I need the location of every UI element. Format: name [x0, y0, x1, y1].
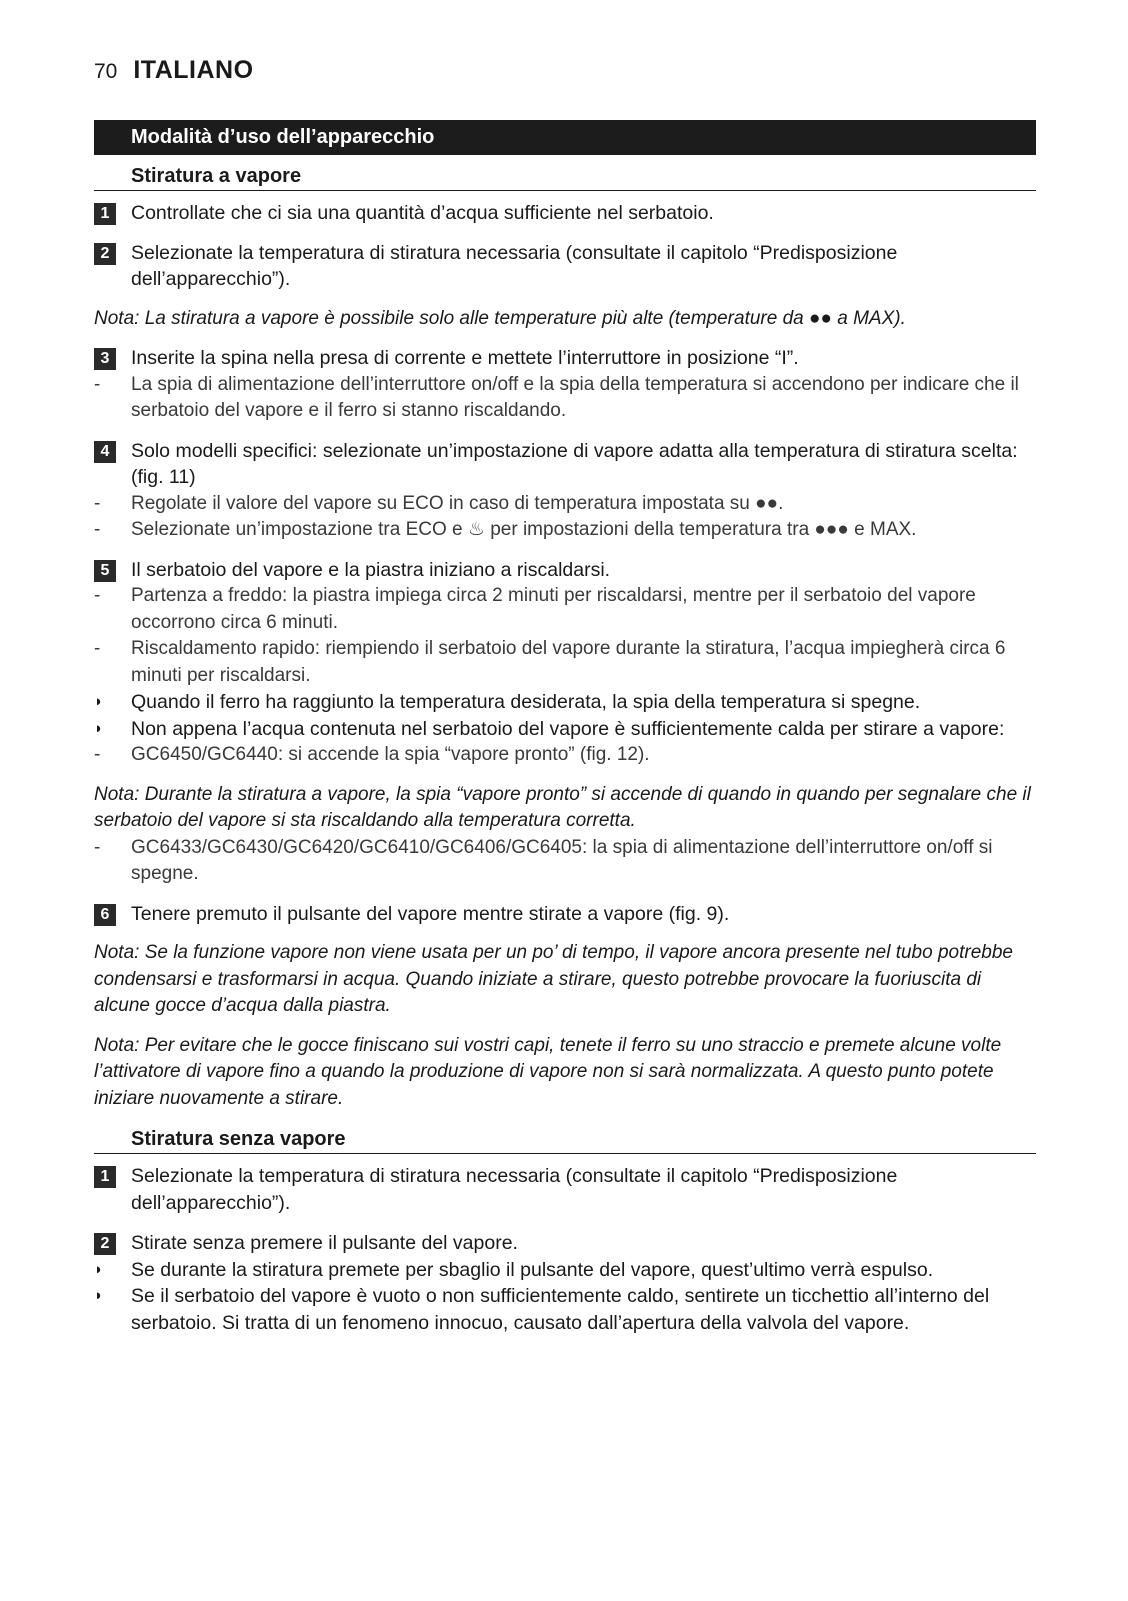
sub-item-text: Regolate il valore del vapore su ECO in caso di temperatura impostata su ●●. — [131, 492, 784, 514]
dash-marker: - — [94, 744, 101, 765]
step-text: Solo modelli specifici: selezionate un’impostazione di vapore adatta alla temperatura di stiratura scelta: (fig. 11) — [131, 439, 1018, 488]
page-number: 70 — [94, 60, 118, 83]
bullet-item — [94, 689, 1036, 716]
step-text: Controllate che ci sia una quantità d’acqua sufficiente nel serbatoio. — [131, 202, 714, 224]
note: Nota: La stiratura a vapore è possibile solo alle temperature più alte (temperature da ●● a MAX). — [94, 307, 906, 329]
sub-item-text: GC6450/GC6440: si accende la spia “vapore pronto” (fig. 12). — [131, 744, 650, 765]
language-title: ITALIANO — [133, 56, 254, 84]
step-number: 5 — [94, 560, 116, 582]
sub-item — [94, 517, 1036, 544]
bullet-marker: ◗ — [94, 1287, 104, 1304]
step-5 — [94, 557, 1036, 584]
step-text: Selezionate la temperatura di stiratura necessaria (consultate il capitolo “Predisposizione dell’apparecchio”). — [131, 241, 898, 290]
step-number: 3 — [94, 348, 116, 370]
step-number: 1 — [94, 203, 116, 225]
bullet-text: Se il serbatoio del vapore è vuoto o non sufficientemente caldo, sentirete un ticchettio all’interno del serbatoio. Si tratta di un fenomeno innocuo, causato dall’apertura della valvola del vapore. — [131, 1285, 990, 1334]
bullet-item — [94, 1257, 1036, 1284]
bullet-item — [94, 1283, 1036, 1336]
step-text: Tenere premuto il pulsante del vapore mentre stirate a vapore (fig. 9). — [131, 902, 730, 925]
sub-item-text: GC6433/GC6430/GC6420/GC6410/GC6406/GC6405: la spia di alimentazione dell’interruttore on/off si spegne. — [131, 836, 993, 884]
sub-item — [94, 372, 1036, 425]
note: Nota: Per evitare che le gocce finiscano sui vostri capi, tenete il ferro su uno straccio e premete alcune volte l’attivatore di vapore fino a quando la produzione di vapore non si sarà normalizzata. A questo punto potete iniziare nuovamente a stirare. — [94, 1034, 1002, 1109]
bullet-text: Quando il ferro ha raggiunto la temperatura desiderata, la spia della temperatura si spegne. — [131, 691, 921, 713]
step-1 — [94, 1163, 1036, 1216]
note: Nota: Durante la stiratura a vapore, la spia “vapore pronto” si accende di quando in quando per segnalare che il serbatoio del vapore si sta riscaldando alla temperatura corretta. — [94, 783, 1031, 831]
sub-item-text: La spia di alimentazione dell’interruttore on/off e la spia della temperatura si accendono per indicare che il serbatoio del vapore e il ferro si stanno riscaldando. — [131, 373, 1019, 421]
step-4 — [94, 438, 1036, 491]
step-number: 2 — [94, 1233, 116, 1255]
step-6 — [94, 901, 1036, 928]
step-number: 1 — [94, 1166, 116, 1188]
step-number: 4 — [94, 441, 116, 463]
note: Nota: Se la funzione vapore non viene usata per un po’ di tempo, il vapore ancora presente nel tubo potrebbe condensarsi e trasformarsi in acqua. Quando iniziate a stirare, questo potrebbe provocare la fuoriuscita di alcune gocce d’acqua dalla piastra. — [94, 942, 1013, 1016]
sub-item — [94, 583, 1036, 636]
sub-item — [94, 636, 1036, 689]
step-number: 6 — [94, 904, 116, 926]
step-3 — [94, 345, 1036, 372]
step-2 — [94, 240, 1036, 293]
sub-item-text: Riscaldamento rapido: riempiendo il serbatoio del vapore durante la stiratura, l’acqua impiegherà circa 6 minuti per riscaldarsi. — [131, 638, 1006, 686]
step-1 — [94, 200, 1036, 227]
sub-item — [94, 742, 1036, 769]
bullet-text: Se durante la stiratura premete per sbaglio il pulsante del vapore, quest’ultimo verrà espulso. — [131, 1258, 934, 1281]
subsection-title-steam: Stiratura a vapore — [94, 162, 1036, 191]
bullet-marker: ◗ — [94, 719, 104, 737]
step-2 — [94, 1230, 1036, 1257]
step-text: Il serbatoio del vapore e la piastra iniziano a riscaldarsi. — [131, 558, 611, 581]
sub-item-text: Selezionate un’impostazione tra ECO e ♨ per impostazioni della temperatura tra ●●● e MAX. — [131, 519, 917, 540]
subsection-title-dry: Stiratura senza vapore — [94, 1125, 1036, 1154]
dash-marker: - — [94, 638, 101, 659]
dash-marker: - — [94, 585, 101, 606]
step-text: Selezionate la temperatura di stiratura necessaria (consultate il capitolo “Predisposizione dell’apparecchio”). — [131, 1165, 898, 1214]
dash-marker: - — [94, 519, 101, 540]
dash-marker: - — [94, 373, 101, 395]
bullet-text: Non appena l’acqua contenuta nel serbatoio del vapore è sufficientemente calda per stirare a vapore: — [131, 717, 1005, 740]
page-content — [94, 120, 1036, 1336]
bullet-marker: ◗ — [94, 1260, 104, 1278]
section-title: Modalità d’uso dell’apparecchio — [94, 120, 1036, 155]
step-number: 2 — [94, 243, 116, 265]
sub-item-text: Partenza a freddo: la piastra impiega circa 2 minuti per riscaldarsi, mentre per il serbatoio del vapore occorrono circa 6 minuti. — [131, 585, 976, 633]
step-text: Stirate senza premere il pulsante del vapore. — [131, 1232, 518, 1254]
dash-marker: - — [94, 836, 101, 858]
bullet-item — [94, 716, 1036, 743]
sub-item — [94, 491, 1036, 518]
page-header — [94, 56, 254, 88]
bullet-marker: ◗ — [94, 693, 104, 710]
dash-marker: - — [94, 492, 101, 514]
step-text: Inserite la spina nella presa di corrente e mettete l’interruttore in posizione “I”. — [131, 347, 799, 369]
sub-item — [94, 835, 1036, 888]
